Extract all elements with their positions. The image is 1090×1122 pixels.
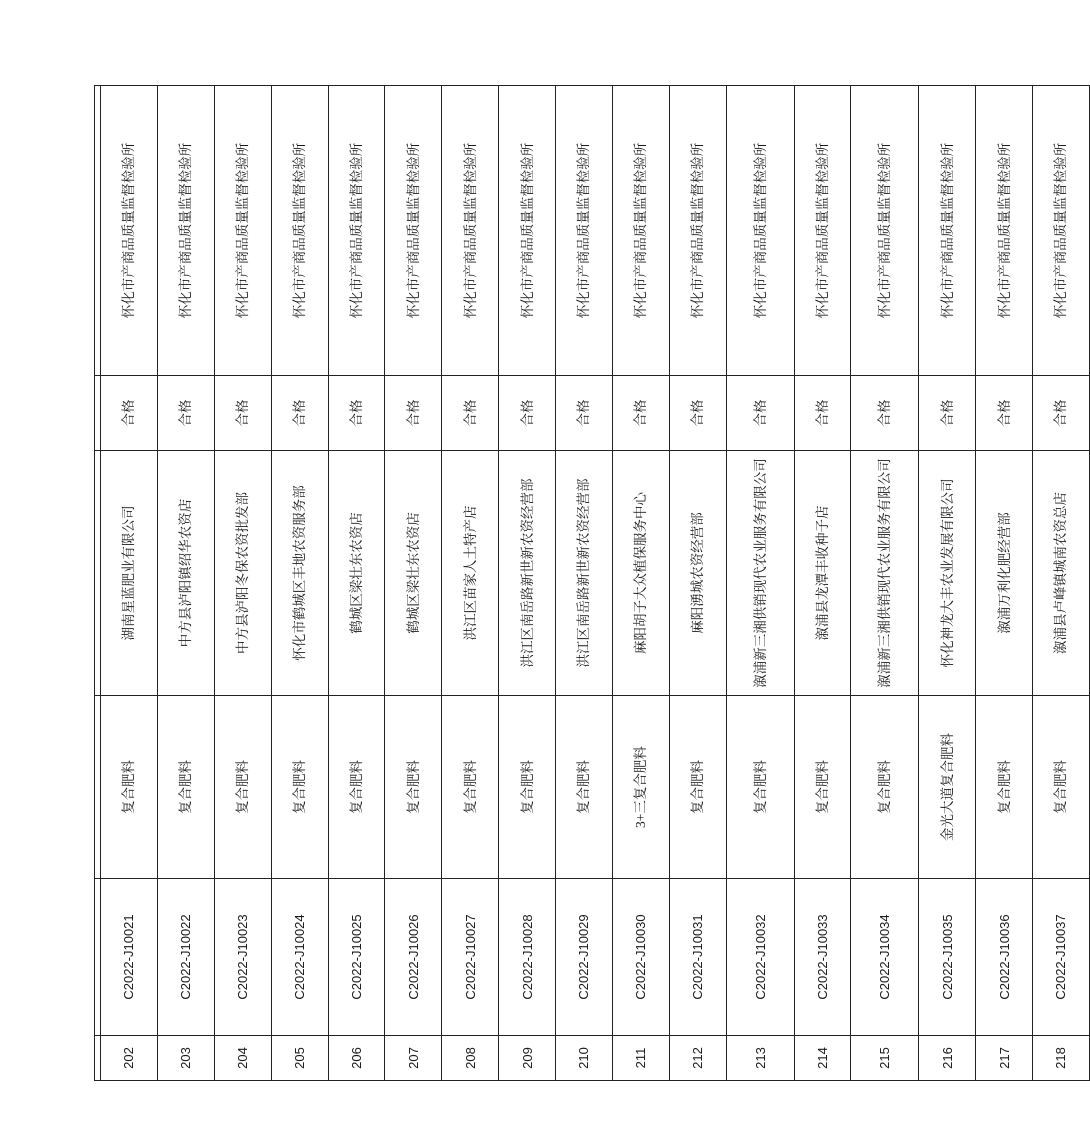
test-result-cell: 合格 (157, 376, 214, 451)
table-row (442, 86, 499, 1081)
test-result-cell: 合格 (919, 376, 976, 451)
test-result-cell: 合格 (976, 376, 1033, 451)
test-result-cell: 合格 (271, 376, 328, 451)
sample-code-cell: C2022-J10029 (556, 879, 613, 1036)
row-number-cell: 202 (101, 1036, 158, 1081)
product-name-cell: 复合肥料 (851, 696, 919, 879)
row-number-cell: 217 (976, 1036, 1033, 1081)
product-name-cell: 复合肥料 (726, 696, 794, 879)
product-name-cell: 复合肥料 (385, 696, 442, 879)
test-result-cell: 合格 (214, 376, 271, 451)
sample-code-cell: C2022-J10021 (101, 879, 158, 1036)
test-result-cell: 合格 (499, 376, 556, 451)
company-name-cell: 溆浦县龙潭丰收种子店 (794, 451, 851, 696)
sample-code-cell: C2022-J10034 (851, 879, 919, 1036)
company-name-cell: 怀化市鹤城区丰地农资服务部 (271, 451, 328, 696)
company-name-cell: 溆浦新三湘供销现代农业服务有限公司 (851, 451, 919, 696)
product-name-cell: 复合肥料 (214, 696, 271, 879)
product-name-cell: 复合肥料 (328, 696, 385, 879)
company-name-cell: 洪江区南岳路新世新农资经营部 (499, 451, 556, 696)
table-row (612, 86, 669, 1081)
table-row (794, 86, 851, 1081)
table-row (919, 86, 976, 1081)
sample-code-cell: C2022-J10023 (214, 879, 271, 1036)
product-name-cell: 金光大道复合肥料 (919, 696, 976, 879)
testing-agency-cell: 怀化市产商品质量监督检验所 (157, 86, 214, 376)
testing-agency-cell: 怀化市产商品质量监督检验所 (556, 86, 613, 376)
test-result-cell: 合格 (328, 376, 385, 451)
test-result-cell: 合格 (556, 376, 613, 451)
row-number-cell: 216 (919, 1036, 976, 1081)
test-result-cell: 合格 (385, 376, 442, 451)
test-result-cell: 合格 (851, 376, 919, 451)
testing-agency-cell: 怀化市产商品质量监督检验所 (794, 86, 851, 376)
testing-agency-cell: 怀化市产商品质量监督检验所 (214, 86, 271, 376)
company-name-cell: 湖南星蓝肥业有限公司 (101, 451, 158, 696)
sample-code-cell: C2022-J10030 (612, 879, 669, 1036)
testing-agency-cell: 怀化市产商品质量监督检验所 (612, 86, 669, 376)
row-number-cell: 214 (794, 1036, 851, 1081)
row-number-cell: 210 (556, 1036, 613, 1081)
table-row (385, 86, 442, 1081)
row-number-cell: 203 (157, 1036, 214, 1081)
inspection-results-table (94, 85, 1090, 1081)
sample-code-cell: C2022-J10031 (669, 879, 726, 1036)
table-row (669, 86, 726, 1081)
sample-code-cell: C2022-J10037 (1033, 879, 1090, 1036)
row-number-cell: 205 (271, 1036, 328, 1081)
testing-agency-cell: 怀化市产商品质量监督检验所 (101, 86, 158, 376)
product-name-cell: 复合肥料 (794, 696, 851, 879)
product-name-cell: 复合肥料 (157, 696, 214, 879)
product-name-cell: 复合肥料 (669, 696, 726, 879)
testing-agency-cell: 怀化市产商品质量监督检验所 (726, 86, 794, 376)
test-result-cell: 合格 (1033, 376, 1090, 451)
row-number-cell: 213 (726, 1036, 794, 1081)
sample-code-cell: C2022-J10035 (919, 879, 976, 1036)
table-row (101, 86, 158, 1081)
testing-agency-cell: 怀化市产商品质量监督检验所 (328, 86, 385, 376)
product-name-cell: 3+三复合肥料 (612, 696, 669, 879)
rotated-table-wrapper (94, 86, 1069, 1081)
table-body (95, 86, 1090, 1081)
company-name-cell: 怀化神龙大丰农业发展有限公司 (919, 451, 976, 696)
sample-code-cell: C2022-J10024 (271, 879, 328, 1036)
company-name-cell: 麻阳胡子大众植保服务中心 (612, 451, 669, 696)
sample-code-cell: C2022-J10036 (976, 879, 1033, 1036)
row-number-cell: 206 (328, 1036, 385, 1081)
table-row (499, 86, 556, 1081)
testing-agency-cell: 怀化市产商品质量监督检验所 (1033, 86, 1090, 376)
testing-agency-cell: 怀化市产商品质量监督检验所 (851, 86, 919, 376)
product-name-cell: 复合肥料 (499, 696, 556, 879)
table-row (157, 86, 214, 1081)
table-row (328, 86, 385, 1081)
table-row (1033, 86, 1090, 1081)
testing-agency-cell: 怀化市产商品质量监督检验所 (919, 86, 976, 376)
sample-code-cell: C2022-J10026 (385, 879, 442, 1036)
testing-agency-cell: 怀化市产商品质量监督检验所 (976, 86, 1033, 376)
row-number-cell: 215 (851, 1036, 919, 1081)
table-row (851, 86, 919, 1081)
product-name-cell: 复合肥料 (271, 696, 328, 879)
company-name-cell: 洪江区南岳路新世新农资经营部 (556, 451, 613, 696)
company-name-cell: 中方县泸阳冬保农资批发部 (214, 451, 271, 696)
product-name-cell: 复合肥料 (101, 696, 158, 879)
table-row (556, 86, 613, 1081)
company-name-cell: 中方县泸阳镇绍华农资店 (157, 451, 214, 696)
row-number-cell: 211 (612, 1036, 669, 1081)
table-row (271, 86, 328, 1081)
sample-code-cell: C2022-J10028 (499, 879, 556, 1036)
sample-code-cell: C2022-J10027 (442, 879, 499, 1036)
table-row (214, 86, 271, 1081)
row-number-cell: 218 (1033, 1036, 1090, 1081)
test-result-cell: 合格 (101, 376, 158, 451)
testing-agency-cell: 怀化市产商品质量监督检验所 (499, 86, 556, 376)
sample-code-cell: C2022-J10033 (794, 879, 851, 1036)
table-row (726, 86, 794, 1081)
row-number-cell: 208 (442, 1036, 499, 1081)
test-result-cell: 合格 (612, 376, 669, 451)
testing-agency-cell: 怀化市产商品质量监督检验所 (385, 86, 442, 376)
product-name-cell: 复合肥料 (442, 696, 499, 879)
company-name-cell: 麻阳湧城农资经营部 (669, 451, 726, 696)
test-result-cell: 合格 (726, 376, 794, 451)
sample-code-cell: C2022-J10022 (157, 879, 214, 1036)
row-number-cell: 204 (214, 1036, 271, 1081)
company-name-cell: 溆浦县卢峰镇城南农资总店 (1033, 451, 1090, 696)
product-name-cell: 复合肥料 (976, 696, 1033, 879)
sample-code-cell: C2022-J10025 (328, 879, 385, 1036)
sample-code-cell: C2022-J10032 (726, 879, 794, 1036)
table-row (976, 86, 1033, 1081)
row-number-cell: 209 (499, 1036, 556, 1081)
test-result-cell: 合格 (442, 376, 499, 451)
row-number-cell: 207 (385, 1036, 442, 1081)
row-number-cell: 212 (669, 1036, 726, 1081)
product-name-cell: 复合肥料 (1033, 696, 1090, 879)
company-name-cell: 鹤城区梁壮东农资店 (385, 451, 442, 696)
company-name-cell: 溆浦万利化肥经营部 (976, 451, 1033, 696)
testing-agency-cell: 怀化市产商品质量监督检验所 (669, 86, 726, 376)
company-name-cell: 溆浦新三湘供销现代农业服务有限公司 (726, 451, 794, 696)
test-result-cell: 合格 (669, 376, 726, 451)
product-name-cell: 复合肥料 (556, 696, 613, 879)
testing-agency-cell: 怀化市产商品质量监督检验所 (442, 86, 499, 376)
test-result-cell: 合格 (794, 376, 851, 451)
company-name-cell: 洪江区苗家人土特产店 (442, 451, 499, 696)
testing-agency-cell: 怀化市产商品质量监督检验所 (271, 86, 328, 376)
company-name-cell: 鹤城区梁壮东农资店 (328, 451, 385, 696)
